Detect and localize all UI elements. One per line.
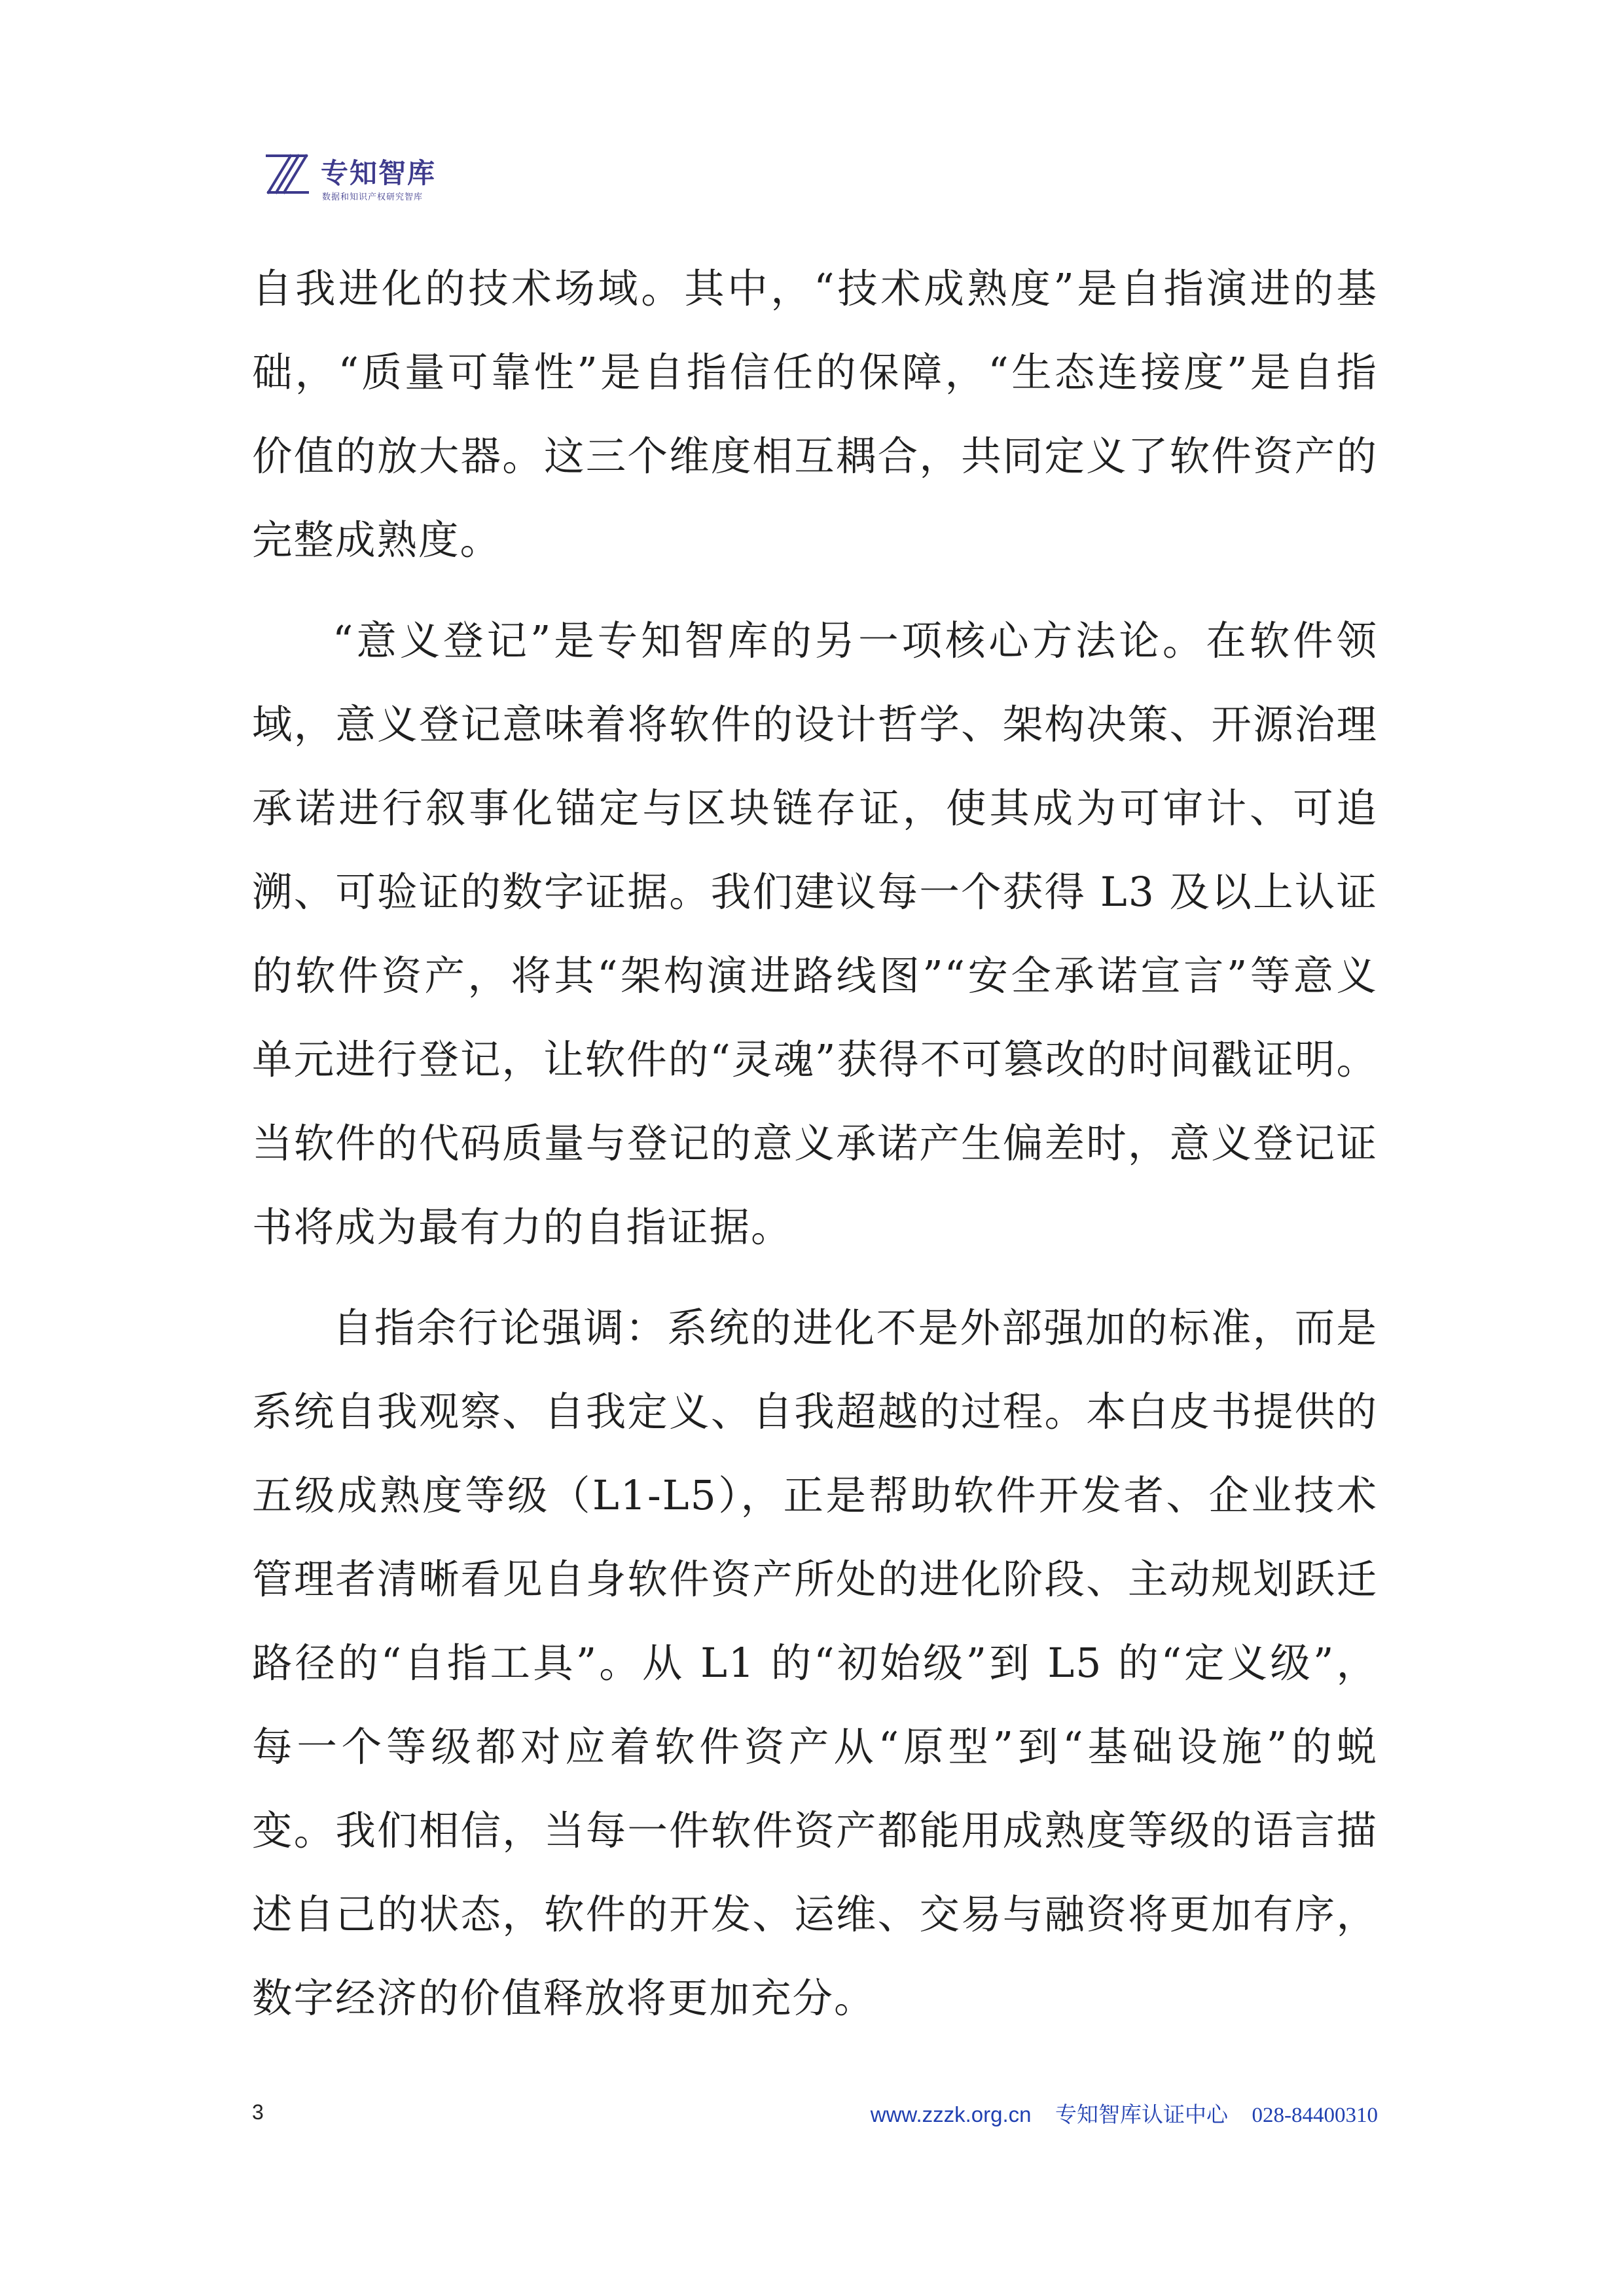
page-footer [252, 2098, 1378, 2137]
footer-organization: 专知智库认证中心 [1055, 2102, 1228, 2127]
paragraph-3: 自指余行论强调：系统的进化不是外部强加的标准，而是系统自我观察、自我定义、自我超越的过程。本白皮书提供的五级成熟度等级（L1-L5），正是帮助软件开发者、企业技术管理者清晰看见自身软件资产所处的进化阶段、主动规划跃迁路径的“自指工具”。从 L1 的“初始级”到 L5 的“定义级”，每一个等级都对应着软件资产从“原型”到“基础设施”的蜕变。我们相信，当每一件软件资产都能用成熟度等级的语言描述自己的状态，软件的开发、运维、交易与融资将更加有序，数字经济的价值释放将更加充分。 [252, 1304, 1378, 2022]
paragraph-1: 自我进化的技术场域。其中，“技术成熟度”是自指演进的基础，“质量可靠性”是自指信任的保障，“生态连接度”是自指价值的放大器。这三个维度相互耦合，共同定义了软件资产的完整成熟度。 [252, 265, 1378, 564]
footer-website-link[interactable]: www.zzzk.org.cn [870, 2102, 1032, 2126]
logo-title: 专知智库 [321, 157, 437, 189]
body-content [252, 247, 1378, 2057]
footer-phone: 028-84400310 [1252, 2104, 1378, 2127]
zzzk-logo-icon [262, 149, 314, 199]
paragraph-2: “意义登记”是专知智库的另一项核心方法论。在软件领域，意义登记意味着将软件的设计哲学、架构决策、开源治理承诺进行叙事化锚定与区块链存证，使其成为可审计、可追溯、可验证的数字证据。我们建议每一个获得 L3 及以上认证的软件资产，将其“架构演进路线图”“安全承诺宣言”等意义单元进行登记，让软件的“灵魂”获得不可篡改的时间戳证明。当软件的代码质量与登记的意义承诺产生偏差时，意义登记证书将成为最有力的自指证据。 [252, 617, 1378, 1251]
footer-contact [871, 2098, 1378, 2128]
header-logo [262, 149, 478, 208]
logo-subtitle: 数据和知识产权研究智库 [322, 192, 424, 202]
page-number: 3 [252, 2100, 264, 2124]
